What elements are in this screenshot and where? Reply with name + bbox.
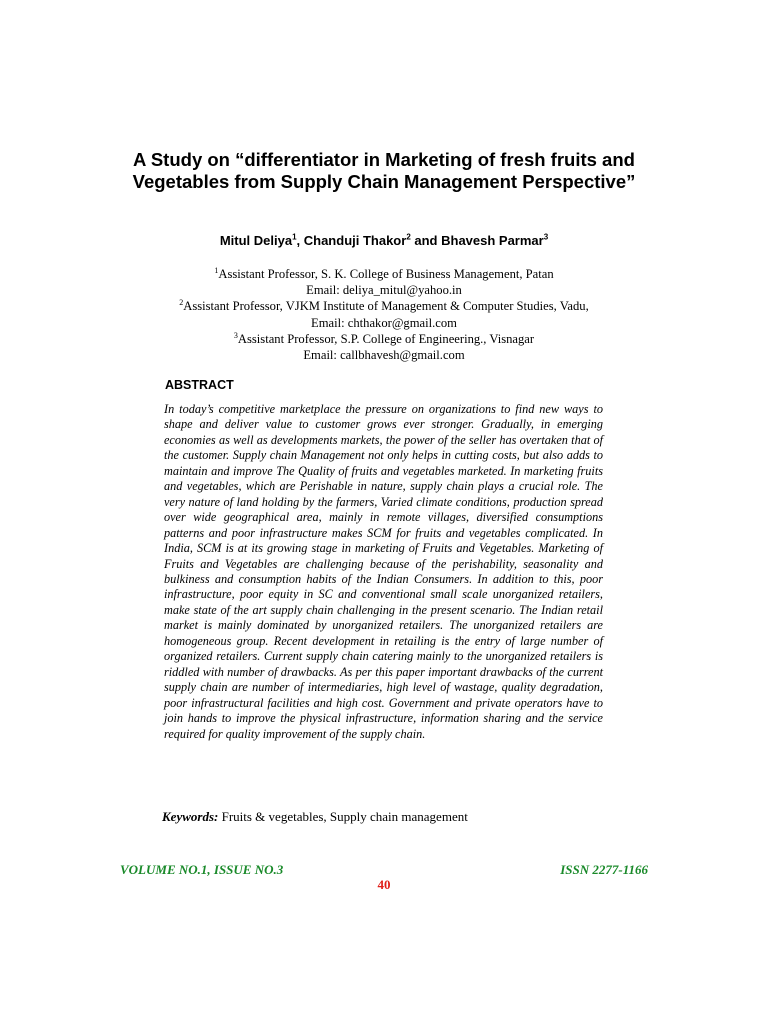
paper-title: A Study on “differentiator in Marketing of fresh fruits and Vegetables from Supply Chain Management Perspective”	[132, 149, 636, 192]
author-superscript: 3	[543, 232, 549, 242]
affiliation-email: Email: callbhavesh@gmail.com	[303, 348, 465, 363]
author-name: Chanduji Thakor	[303, 233, 407, 248]
abstract-heading: ABSTRACT	[165, 378, 234, 392]
affiliation-email: Email: chthakor@gmail.com	[311, 315, 457, 330]
affiliation-superscript: 3	[233, 330, 238, 340]
keywords-line	[162, 809, 468, 825]
affiliation-line	[60, 331, 708, 347]
affiliation-line	[60, 266, 708, 282]
footer-volume: VOLUME NO.1, ISSUE NO.3	[120, 862, 284, 877]
affiliation-superscript: 2	[179, 298, 184, 308]
author-name: Bhavesh Parmar	[441, 233, 544, 248]
affiliation-text: Assistant Professor, S. K. College of Business Management, Patan	[218, 267, 554, 281]
footer-issn: ISSN 2277-1166	[560, 862, 648, 877]
author-separator: ,	[296, 233, 304, 248]
affiliations	[60, 266, 708, 363]
affiliation-text: Assistant Professor, S.P. College of Engineering., Visnagar	[237, 331, 535, 346]
page-number: 40	[377, 877, 391, 892]
author-name: Mitul Deliya	[219, 233, 293, 248]
affiliation-text: Assistant Professor, VJKM Institute of Management & Computer Studies, Vadu,	[183, 299, 589, 314]
keywords-text: Fruits & vegetables, Supply chain management	[218, 809, 468, 824]
author-superscript: 1	[292, 232, 297, 242]
author-separator: and	[410, 233, 442, 248]
abstract-body: In today’s competitive marketplace the pressure on organizations to find new ways to shape and deliver value to customer grows ever stronger. Gradually, in emerging economies as well as developments markets, the power of the seller has overtaken that of the customer. Supply chain Management not only helps in cutting costs, but also adds to maintain and improve The Quality of fruits and vegetables marketed. In marketing fruits and vegetables, which are Perishable in nature, supply chain plays a crucial role. The very nature of land holding by the farmers, Varied climate conditions, production spread over wide geographical area, mainly in remote villages, diversified consumptions patterns and poor infrastructure makes SCM for fruits and vegetables complicated. In India, SCM is at its growing stage in marketing of Fruits and Vegetables. Marketing of Fruits and Vegetables are challenging because of the perishability, seasonality and bulkiness and consumption habits of the Indian Consumers. In addition to this, poor infrastructure, poor equity in SC and conventional small scale unorganized retailers, make state of the art supply chain challenging in the present scenario. The Indian retail market is mainly dominated by unorganized retailers. The unorganized retailers are homogeneous group. Recent development in retailing is the entry of large number of organized retailers. Current supply chain catering mainly to the unorganized retailers is riddled with number of drawbacks. As per this paper important drawbacks of the current supply chain are number of intermediaries, high level of wastage, quality degradation, poor infrastructural facilities and high cost. Government and private operators have to join hands to improve the physical infrastructure, information sharing and the service required for quality improvement of the supply chain.	[164, 402, 603, 741]
author-superscript: 2	[406, 232, 411, 242]
affiliation-email: Email: deliya_mitul@yahoo.in	[306, 283, 462, 298]
keywords-label: Keywords:	[162, 809, 219, 824]
affiliation-superscript: 1	[214, 265, 219, 275]
author-list	[100, 232, 668, 250]
affiliation-line	[60, 298, 708, 314]
